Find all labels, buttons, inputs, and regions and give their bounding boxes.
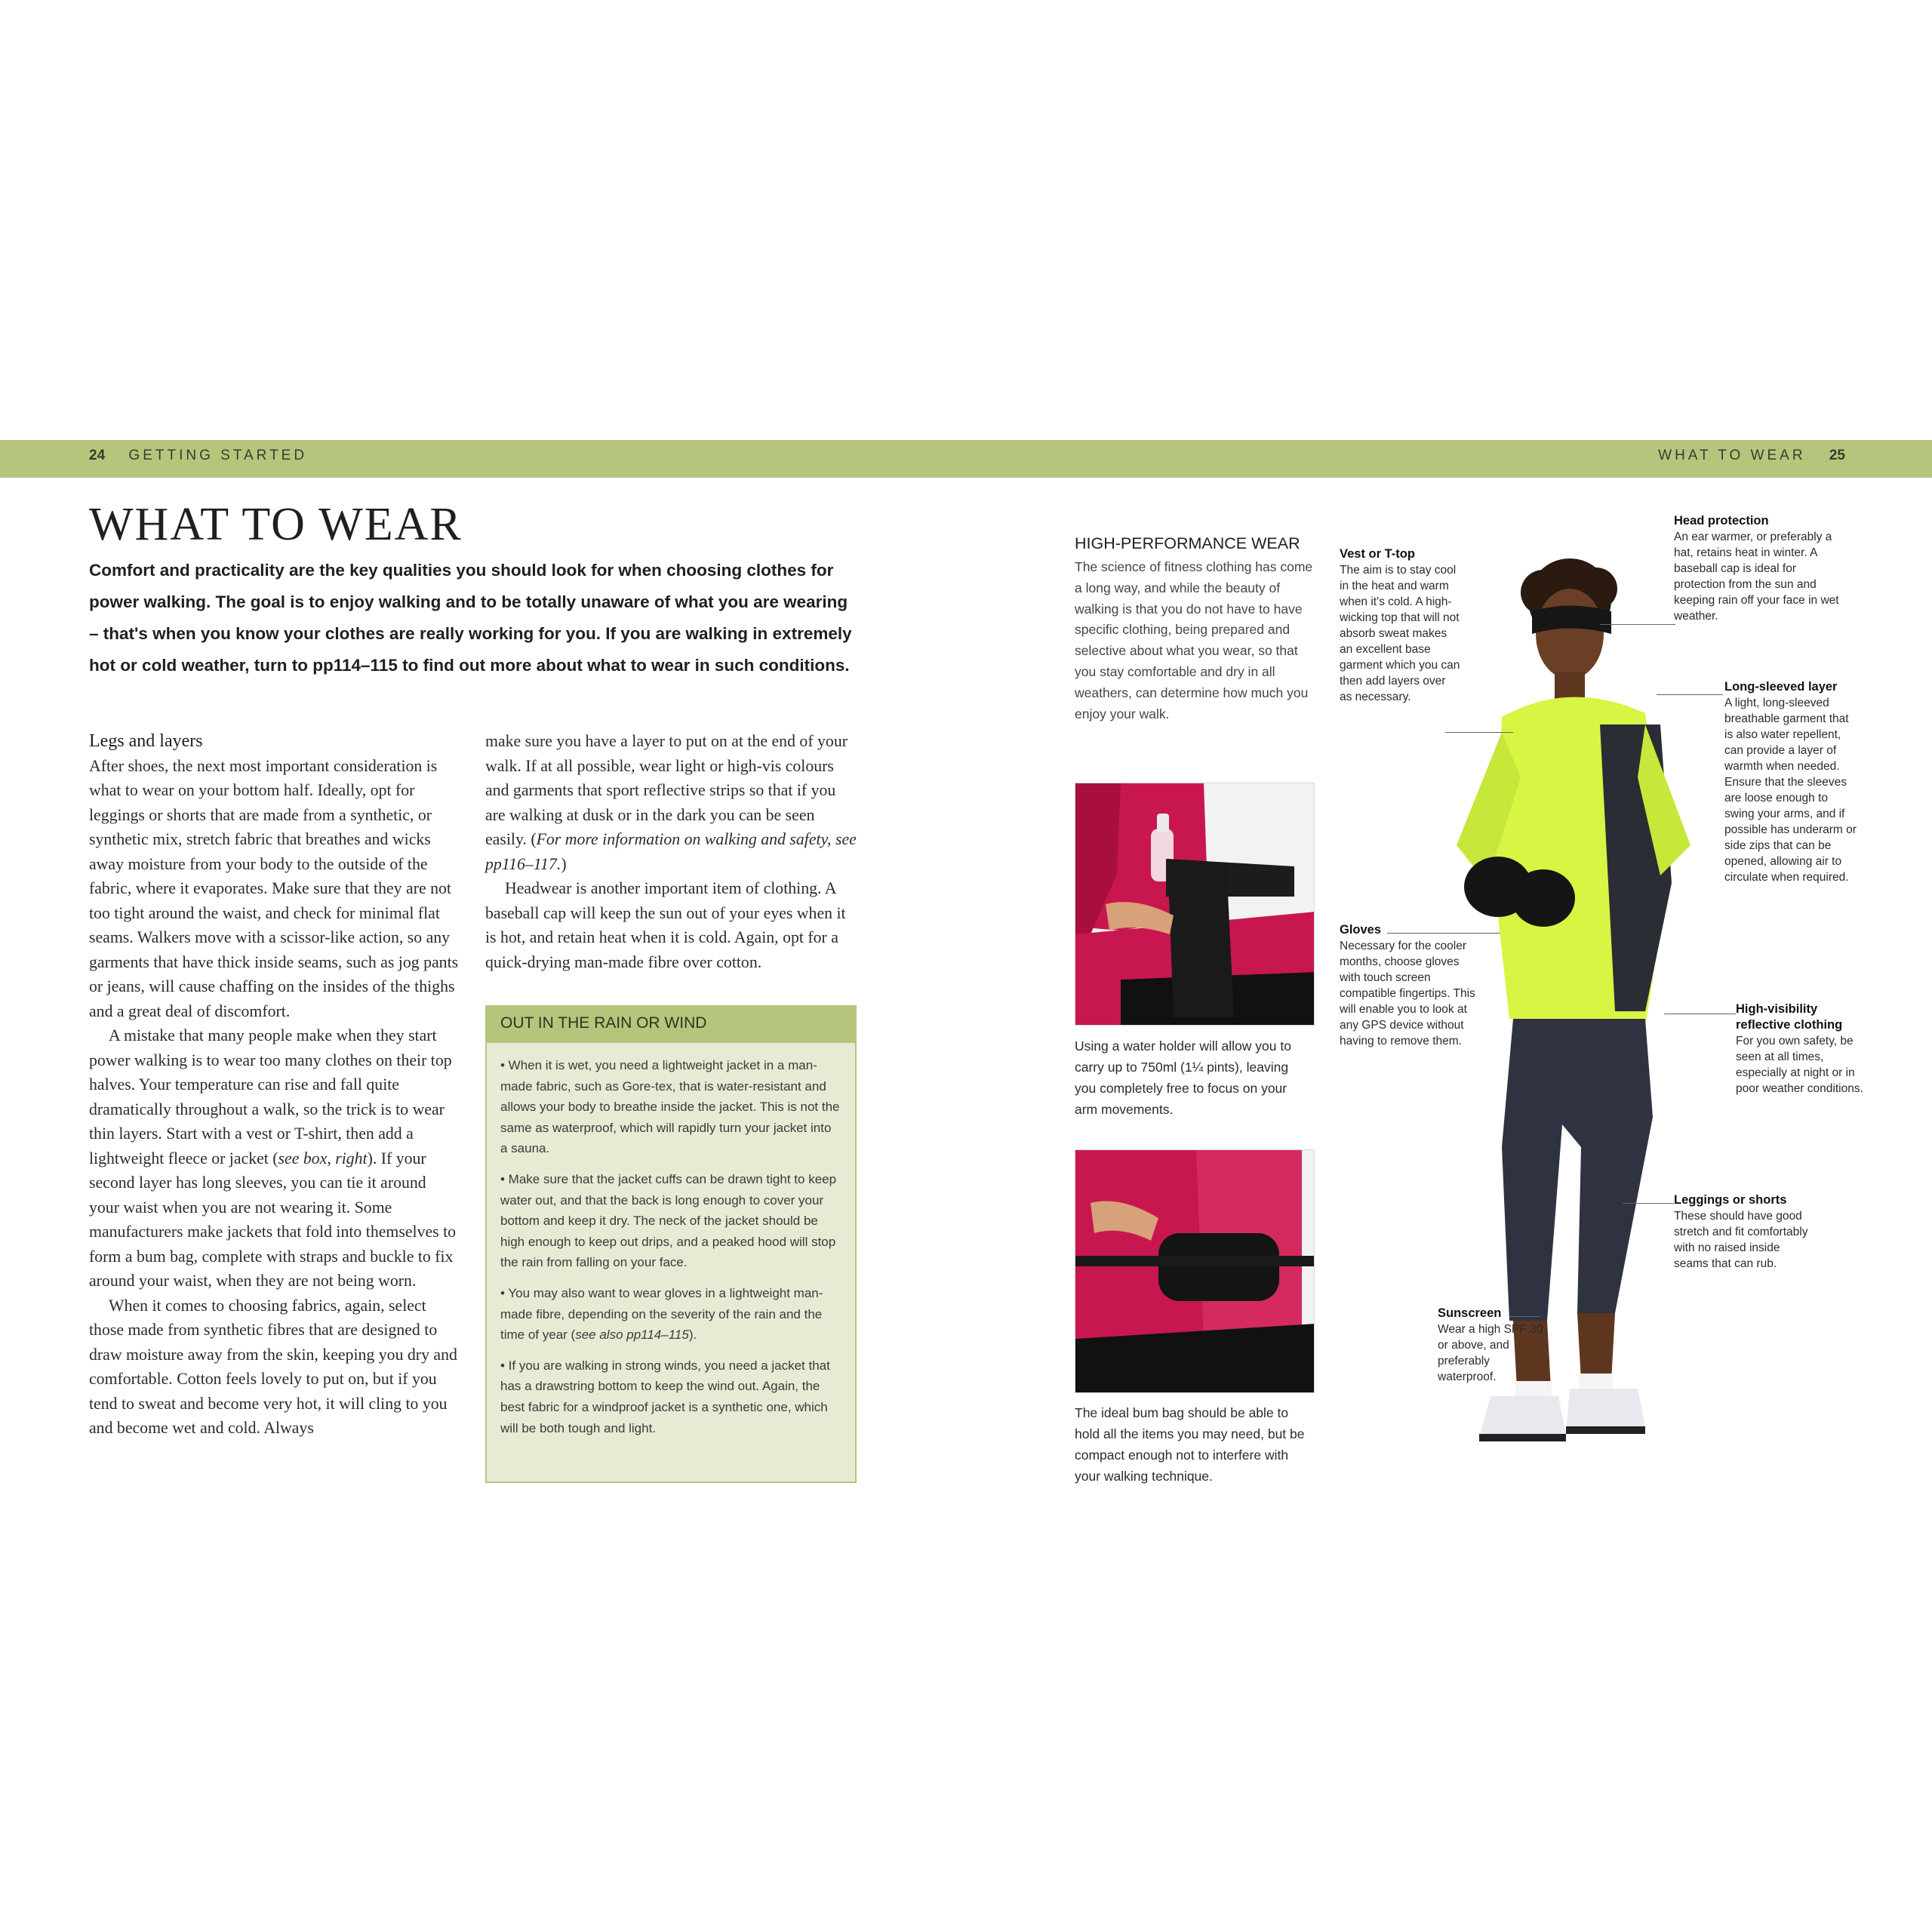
bum-bag-photo xyxy=(1075,1149,1315,1393)
body-paragraph: When it comes to choosing fabrics, again, select those made from synthetic fibres that are designed to draw moisture away from the skin, keeping you dry and comfortable. Cotton feels lovely to put on, but if you tend to sweat and become very hot, it will cling to you and become wet and cold. Always xyxy=(89,1296,457,1437)
left-running-head xyxy=(89,448,307,464)
leader-line xyxy=(1387,933,1500,934)
sidebar-box-body xyxy=(487,1043,855,1460)
label-head-protection: Head protection An ear warmer, or preferably a hat, retains heat in winter. A baseball cap is ideal for protection from the sun and keeping rain off your face in wet weather. xyxy=(1674,514,1839,623)
right-page-number: 25 xyxy=(1829,448,1845,463)
label-sunscreen: Sunscreen Wear a high SPF 30 or above, and preferably waterproof. xyxy=(1438,1306,1543,1383)
body-paragraph: Headwear is another important item of clothing. A baseball cap will keep the sun out of your eyes when it is hot, and retain heat when it is cold. Again, opt for a quick-drying man-made fibre over cotton. xyxy=(485,879,846,971)
leader-line xyxy=(1600,624,1675,625)
left-section-name: GETTING STARTED xyxy=(128,448,308,463)
body-column-2 xyxy=(485,729,857,974)
cross-reference: see box, right xyxy=(278,1149,368,1168)
cross-reference: see also pp114–115 xyxy=(575,1327,689,1343)
leader-line xyxy=(1445,732,1513,733)
bullet-item: • If you are walking in strong winds, you need a jacket that has a drawstring bottom to keep the wind out. Again, the best fabric for a windproof jacket is a synthetic one, which will be both tough and light. xyxy=(500,1358,830,1435)
body-paragraph: After shoes, the next most important consideration is what to wear on your bottom half. Ideally, opt for leggings or shorts that are made from a synthetic, or synthetic mix, stretch fabric that breathes and wicks away moisture from your body to the outside of the fabric, where it evaporates. Make sure that they are not too tight around the waist, and check for minimal flat seams. Walkers move with a scissor-like action, so any garments that have thick inside seams, such as jog pants or jeans, will cause chaffing on the insides of the thighs and a great deal of discomfort. xyxy=(89,756,459,1020)
bullet-item: • When it is wet, you need a lightweight jacket in a man-made fabric, such as Gore-tex, that is water-resistant and allows your body to breathe inside the jacket. This is not the same as waterproof, which will rapidly turn your jacket into a sauna. xyxy=(500,1058,840,1156)
page-title: WHAT TO WEAR xyxy=(89,499,463,550)
intro-paragraph: Comfort and practicality are the key qualities you should look for when choosing clothes for power walking. The goal is to enjoy walking and to be totally unaware of what you are wearing – that's when you know your clothes are really working for you. If you are walking in extremely hot or cold weather, turn to pp114–115 to find out more about what to wear in such conditions. xyxy=(89,561,852,675)
leader-line xyxy=(1657,694,1723,695)
label-long-sleeved-layer: Long-sleeved layer A light, long-sleeved breathable garment that is also water repellent, can provide a layer of warmth when needed. Ensure that the sleeves are loose enough to swing your arms, and if possible has underarm or side zips that can be opened, allowing air to circulate when required. xyxy=(1724,680,1857,884)
left-page-number: 24 xyxy=(89,448,106,463)
right-section-name: WHAT TO WEAR xyxy=(1658,448,1806,463)
body-paragraph: make sure you have a layer to put on at the end of your walk. If at all possible, wear light or high-vis colours and garments that sport reflective strips so that if you are walking at dusk or in the dark you can be seen easily. (For more information on walking and safety, see pp116–117.) xyxy=(485,732,857,873)
water-holder-photo xyxy=(1075,783,1315,1026)
bum-bag-illustration xyxy=(1075,1150,1315,1393)
sidebar-box-rain-wind xyxy=(485,1005,857,1483)
cross-reference: For more information on walking and safety, see pp116–117. xyxy=(485,830,857,873)
water-holder-caption: Using a water holder will allow you to carry up to 750ml (1¼ pints), leaving you completely free to focus on your arm movements. xyxy=(1075,1038,1291,1117)
label-leggings-shorts: Leggings or shorts These should have good stretch and fit comfortably with no raised inside seams that can rub. xyxy=(1674,1193,1808,1270)
leader-line xyxy=(1509,1316,1540,1317)
high-performance-text: The science of fitness clothing has come a long way, and while the beauty of walking is that you do not have to have specific clothing, being prepared and selective about what you wear, so that you stay comfortable and dry in all weathers, can determine how much you enjoy your walk. xyxy=(1075,559,1313,721)
bum-bag-caption: The ideal bum bag should be able to hold all the items you may need, but be compact enough not to interfere with your walking technique. xyxy=(1075,1405,1305,1484)
label-high-visibility: High-visibility reflective clothing For you own safety, be seen at all times, especially at night or in poor weather conditions. xyxy=(1736,1002,1863,1095)
section-heading: Legs and layers xyxy=(89,731,203,751)
label-vest-t-top: Vest or T-top The aim is to stay cool in the heat and warm when it's cold. A high-wicking top that will not absorb sweat makes an excellent base garment which you can then add layers over as necessary. xyxy=(1340,547,1460,703)
body-column-1 xyxy=(89,729,460,1441)
body-paragraph: A mistake that many people make when they start power walking is to wear too many clothes on their top halves. Your temperature can rise and fall quite dramatically throughout a walk, so the trick is to wear thin layers. Start with a vest or T-shirt, then add a lightweight fleece or jacket (see box, right). If your second layer has long sleeves, you can tie it around your waist when you are not wearing it. Some manufacturers make jackets that fold into themselves to form a bum bag, complete with straps and buckle to fix around your waist, when they are not being worn. xyxy=(89,1026,457,1290)
sidebar-box-heading: OUT IN THE RAIN OR WIND xyxy=(487,1007,855,1043)
label-gloves: Gloves Necessary for the cooler months, choose gloves with touch screen compatible fingertips. This will enable you to look at any GPS device without having to remove them. xyxy=(1340,923,1475,1048)
bullet-item: • You may also want to wear gloves in a lightweight man-made fibre, depending on the severity of the rain and the time of year (see also pp114–115). xyxy=(500,1285,823,1343)
leader-line xyxy=(1623,1203,1674,1204)
high-performance-heading: HIGH-PERFORMANCE WEAR xyxy=(1075,534,1300,552)
right-running-head xyxy=(1658,448,1845,464)
bullet-item: • Make sure that the jacket cuffs can be drawn tight to keep water out, and that the back is long enough to cover your bottom and keep it dry. The neck of the jacket should be high enough to keep out drips, and a peaked hood will stop the rain from falling on your face. xyxy=(500,1171,837,1270)
water-holder-illustration xyxy=(1075,783,1315,1026)
